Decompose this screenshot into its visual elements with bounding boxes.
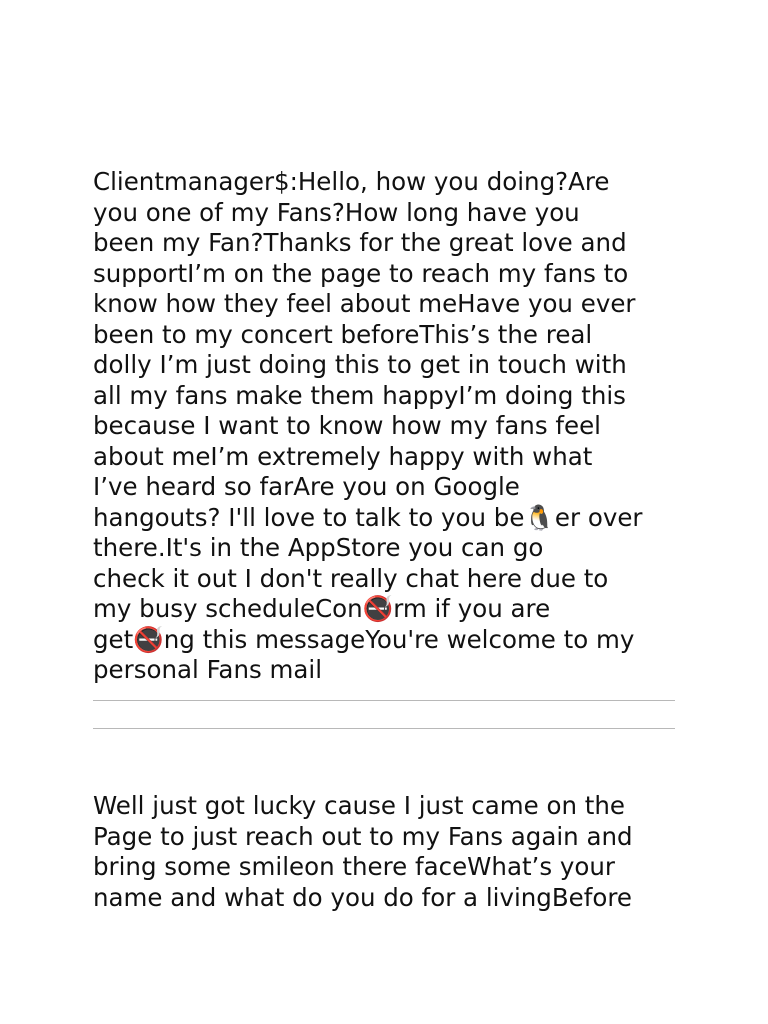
message-text-2: Well just got lucky cause I just came on the Page to just reach out to my Fans again and bring some smileon there faceWhat’s your name and what do you do for a livingBefore [93,791,633,912]
message-text-1: Clientmanager$:Hello, how you doing?Are you one of my Fans?How long have you been my Fan?Thanks for the great love and supportI’m on the page to reach my fans to know how they feel about meHave you ever been to my concert beforeThis’s the real dolly I’m just doing this to get in touch with all my fans make them happyI’m doing this because I want to know how my fans feel about meI’m extremely happy with what I’ve heard so farAre you on Google hangouts? I'll love to talk to you be🐧er over there.It's in the AppStore you can go check it out I don't really chat here due to my busy scheduleCon🚭rm if you are get🚭ng this messageYou're welcome to my personal Fans mail [93,167,643,684]
divider-bottom [93,728,675,729]
divider-top [93,700,675,701]
